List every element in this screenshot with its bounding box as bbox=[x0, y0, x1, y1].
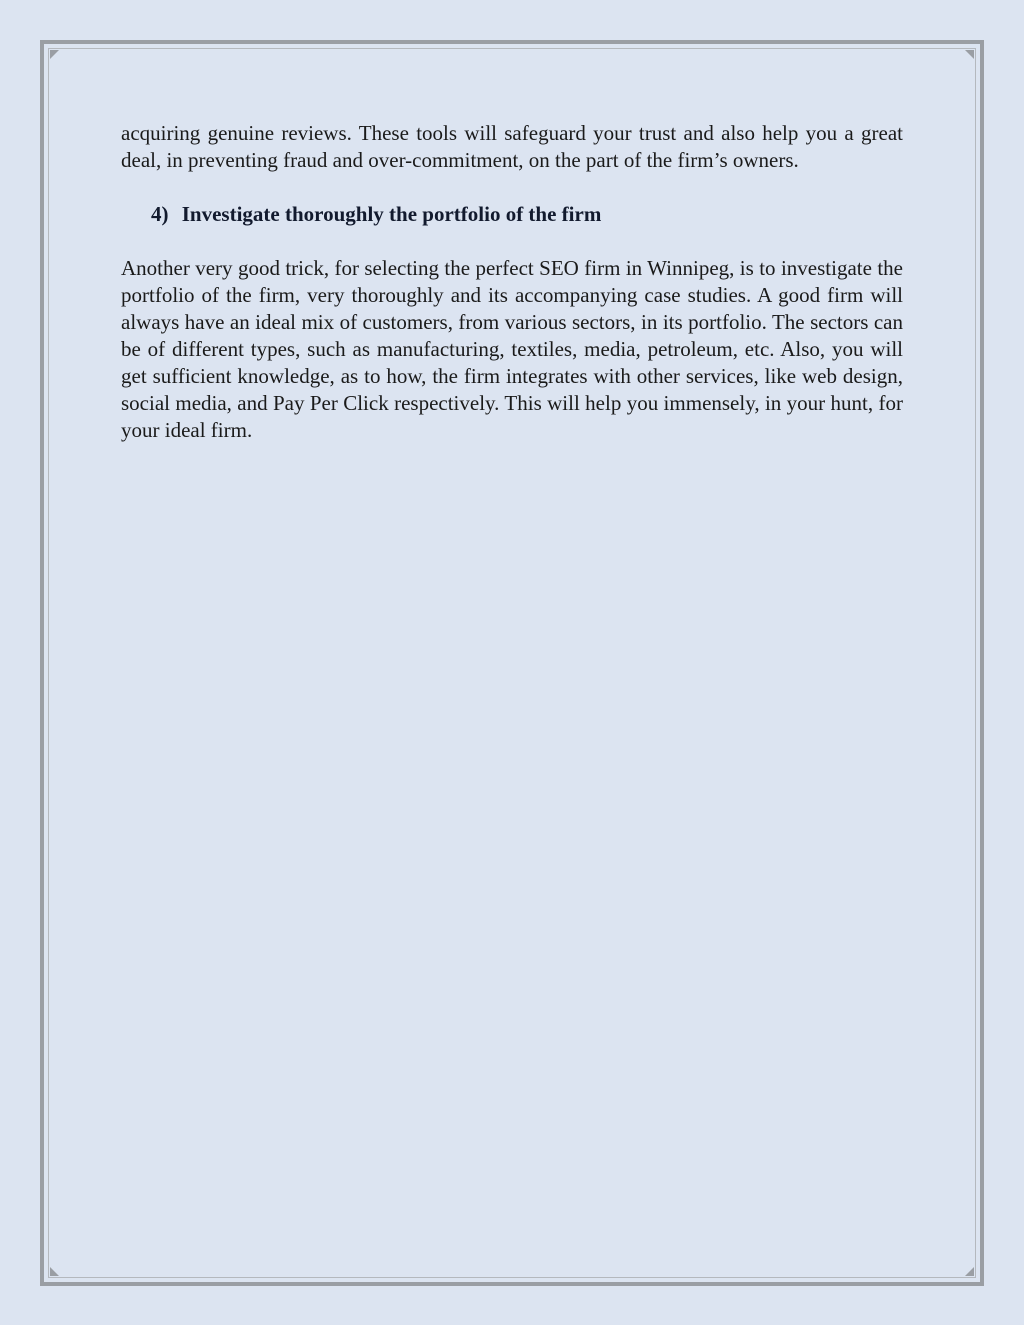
corner-ornament-top-left bbox=[50, 50, 59, 59]
paragraph-reviews: acquiring genuine reviews. These tools will safeguard your trust and also help you a great deal, in preventing fraud and over-commitment, on the part of the firm’s owners. bbox=[121, 121, 903, 172]
paragraph-portfolio: Another very good trick, for selecting the perfect SEO firm in Winnipeg, is to investigate the portfolio of the firm, very thoroughly and its accompanying case studies. A good firm will always have an ideal mix of customers, from various sectors, in its portfolio. The sectors can be of different types, such as manufacturing, textiles, media, petroleum, etc. Also, you will get sufficient knowledge, as to how, the firm integrates with other services, like web design, social media, and Pay Per Click respectively. This will help you immensely, in your hunt, for your ideal firm. bbox=[121, 256, 903, 442]
document-body bbox=[121, 120, 903, 444]
heading-number: 4) bbox=[151, 202, 169, 226]
section-heading bbox=[151, 201, 903, 228]
corner-ornament-top-right bbox=[965, 50, 974, 59]
corner-ornament-bottom-left bbox=[50, 1267, 59, 1276]
corner-ornament-bottom-right bbox=[965, 1267, 974, 1276]
heading-text: Investigate thoroughly the portfolio of the firm bbox=[181, 202, 602, 226]
